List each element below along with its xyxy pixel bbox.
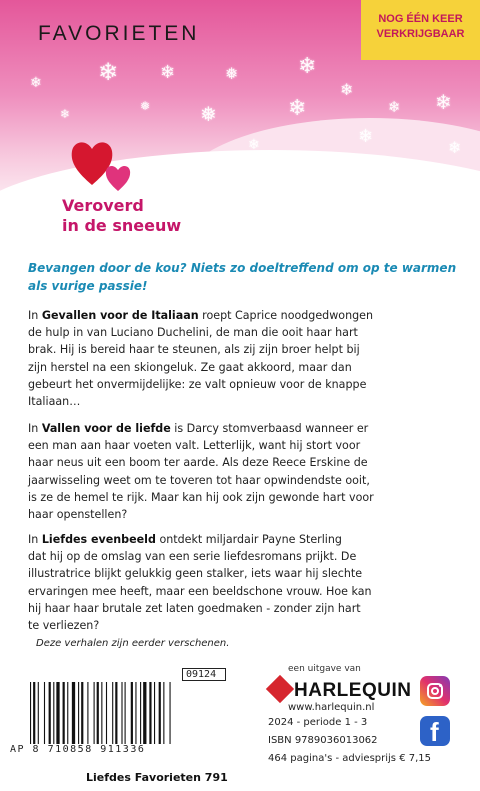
story-line bbox=[28, 531, 458, 548]
book-title bbox=[62, 196, 181, 236]
barcode-bar bbox=[135, 682, 136, 744]
barcode-bar bbox=[87, 682, 88, 744]
barcode-bar bbox=[101, 682, 102, 744]
instagram-flash bbox=[439, 684, 442, 687]
story-line: hij haar haar brutale zet laten goedmaken - zonder zijn hart bbox=[28, 601, 361, 615]
barcode-bar bbox=[81, 682, 83, 744]
intro-line: als vurige passie! bbox=[28, 279, 148, 293]
barcode bbox=[10, 666, 230, 776]
instagram-icon[interactable] bbox=[420, 676, 450, 706]
book-title-line: in de sneeuw bbox=[62, 216, 182, 235]
snowflake-icon: ❄ bbox=[298, 54, 317, 79]
story-line: zijn herstel na een skiongeluk. Ze gaat akkoord, maar dan bbox=[28, 360, 352, 374]
story-prefix: In bbox=[28, 309, 42, 322]
barcode-bar bbox=[106, 682, 107, 744]
barcode-number: AP 8 710858 911336 bbox=[10, 744, 146, 755]
snowflake-icon: ❅ bbox=[200, 102, 217, 126]
story-line: te verliezen? bbox=[28, 619, 100, 633]
publisher-intro: een uitgave van bbox=[288, 664, 361, 674]
barcode-bar bbox=[44, 682, 45, 744]
badge-line: VERKRIJGBAAR bbox=[376, 28, 465, 40]
story-line bbox=[28, 420, 458, 437]
publication-period: 2024 - periode 1 - 3 bbox=[268, 717, 368, 728]
story-line: de hulp in van Luciano Duchelini, de man die ooit haar hart bbox=[28, 326, 358, 340]
publication-info bbox=[268, 714, 431, 768]
story-title: Gevallen voor de Italiaan bbox=[41, 309, 199, 322]
snowflake-icon: ❄ bbox=[98, 58, 119, 86]
snowflake-icon: ❄ bbox=[388, 98, 401, 116]
publisher-name: HARLEQUIN bbox=[294, 680, 412, 701]
facebook-f: f bbox=[430, 717, 439, 747]
barcode-addon-number: 09124 bbox=[186, 669, 217, 680]
barcode-bar bbox=[56, 682, 59, 744]
hearts-icon bbox=[70, 133, 140, 203]
blurb-intro bbox=[28, 259, 458, 295]
story-line: dat hij op de omslag van een serie liefdesromans prijkt. De bbox=[28, 550, 357, 564]
story-paragraph bbox=[28, 420, 458, 523]
barcode-bar bbox=[53, 682, 54, 744]
snowflake-icon: ❄ bbox=[30, 75, 42, 91]
barcode-bar bbox=[159, 682, 161, 744]
story-line bbox=[28, 307, 458, 324]
story-line: haar openstellen? bbox=[28, 508, 128, 522]
story-prefix: In bbox=[28, 533, 42, 546]
barcode-bars bbox=[30, 682, 228, 744]
snowflake-icon: ❄ bbox=[448, 138, 462, 157]
story-line: illustratrice blijkt gelukkig geen stalker, iets waar hij slechte bbox=[28, 567, 363, 581]
story-line: een man aan haar voeten valt. Letterlijk, want hij stort voor bbox=[28, 439, 361, 453]
barcode-bar bbox=[163, 682, 164, 744]
publisher-url[interactable]: www.harlequin.nl bbox=[288, 702, 375, 713]
facebook-icon[interactable] bbox=[420, 716, 450, 746]
story-line: brak. Hij is bereid haar te steunen, als zij zijn broer helpt bij bbox=[28, 343, 360, 357]
barcode-bar bbox=[125, 682, 126, 744]
barcode-bar bbox=[38, 682, 39, 744]
barcode-bar bbox=[115, 682, 117, 744]
pages-price: 464 pagina's - adviesprijs € 7,15 bbox=[268, 753, 432, 764]
barcode-bar bbox=[63, 682, 65, 744]
story-line: jaarwisseling weet om te toveren tot haar opwindendste ooit, bbox=[28, 473, 370, 487]
isbn: ISBN 9789036013062 bbox=[268, 735, 378, 746]
barcode-bar bbox=[67, 682, 68, 744]
series-brand: FAVORIETEN bbox=[38, 22, 200, 45]
barcode-bar bbox=[112, 682, 113, 744]
previously-published-note: Deze verhalen zijn eerder verschenen. bbox=[36, 638, 230, 649]
snowflake-icon: ❄ bbox=[340, 80, 354, 99]
barcode-bar bbox=[94, 682, 95, 744]
barcode-bar bbox=[131, 682, 133, 744]
story-title: Liefdes evenbeeld bbox=[41, 533, 156, 546]
cover-hero bbox=[0, 0, 480, 252]
story-line: gebeurt het onvermijdelijke: ze valt opnieuw voor de knappe bbox=[28, 377, 367, 391]
snowflake-icon: ❄ bbox=[435, 90, 452, 114]
heart-icon bbox=[106, 166, 130, 191]
barcode-bar bbox=[143, 682, 146, 744]
snowflake-icon: ❄ bbox=[288, 96, 307, 121]
story-prefix: In bbox=[28, 422, 42, 435]
barcode-bar bbox=[140, 682, 141, 744]
barcode-bar bbox=[33, 682, 35, 744]
story-line: ervaringen mee heeft, maar een beeldschone vrouw. Hoe kan bbox=[28, 584, 372, 598]
snowflake-icon: ❄ bbox=[160, 62, 176, 83]
barcode-bar bbox=[72, 682, 75, 744]
barcode-bar bbox=[121, 682, 122, 744]
story-text: ontdekt miljardair Payne Sterling bbox=[155, 533, 342, 546]
badge-line: NOG ÉÉN KEER bbox=[378, 13, 463, 25]
harlequin-diamond-icon bbox=[266, 675, 294, 703]
story-title: Vallen voor de liefde bbox=[41, 422, 171, 435]
snowflake-icon: ❅ bbox=[225, 64, 239, 83]
barcode-bar bbox=[154, 682, 155, 744]
snowflake-icon: ❅ bbox=[140, 99, 151, 113]
barcode-bar bbox=[170, 682, 171, 744]
snowflake-icon: ❅ bbox=[400, 157, 412, 173]
snowflake-icon: ❄ bbox=[248, 137, 260, 153]
barcode-bar bbox=[149, 682, 151, 744]
story-line: Italiaan… bbox=[28, 395, 81, 409]
story-paragraph bbox=[28, 531, 458, 634]
availability-badge bbox=[361, 0, 480, 60]
story-paragraph bbox=[28, 307, 458, 410]
series-number: Liefdes Favorieten 791 bbox=[86, 771, 228, 784]
snowflake-icon: ❄ bbox=[358, 126, 374, 147]
snowflake-icon: ❄ bbox=[60, 107, 71, 121]
story-line: haar neus uit een boom ter aarde. Als deze Reece Erskine de bbox=[28, 456, 368, 470]
barcode-bar bbox=[49, 682, 51, 744]
story-text: roept Caprice noodgedwongen bbox=[198, 309, 374, 322]
story-text: is Darcy stomverbaasd wanneer er bbox=[170, 422, 369, 435]
barcode-bar bbox=[97, 682, 99, 744]
barcode-bar bbox=[30, 682, 31, 744]
intro-line: Bevangen door de kou? Niets zo doeltreffend om op te warmen bbox=[28, 261, 457, 275]
barcode-bar bbox=[78, 682, 79, 744]
book-title-line: Veroverd bbox=[62, 196, 144, 215]
instagram-lens bbox=[431, 687, 439, 695]
heart-icon bbox=[72, 142, 113, 185]
story-line: is ze de hemel te rijk. Maar kan hij ook zijn gewonde hart voor bbox=[28, 490, 374, 504]
